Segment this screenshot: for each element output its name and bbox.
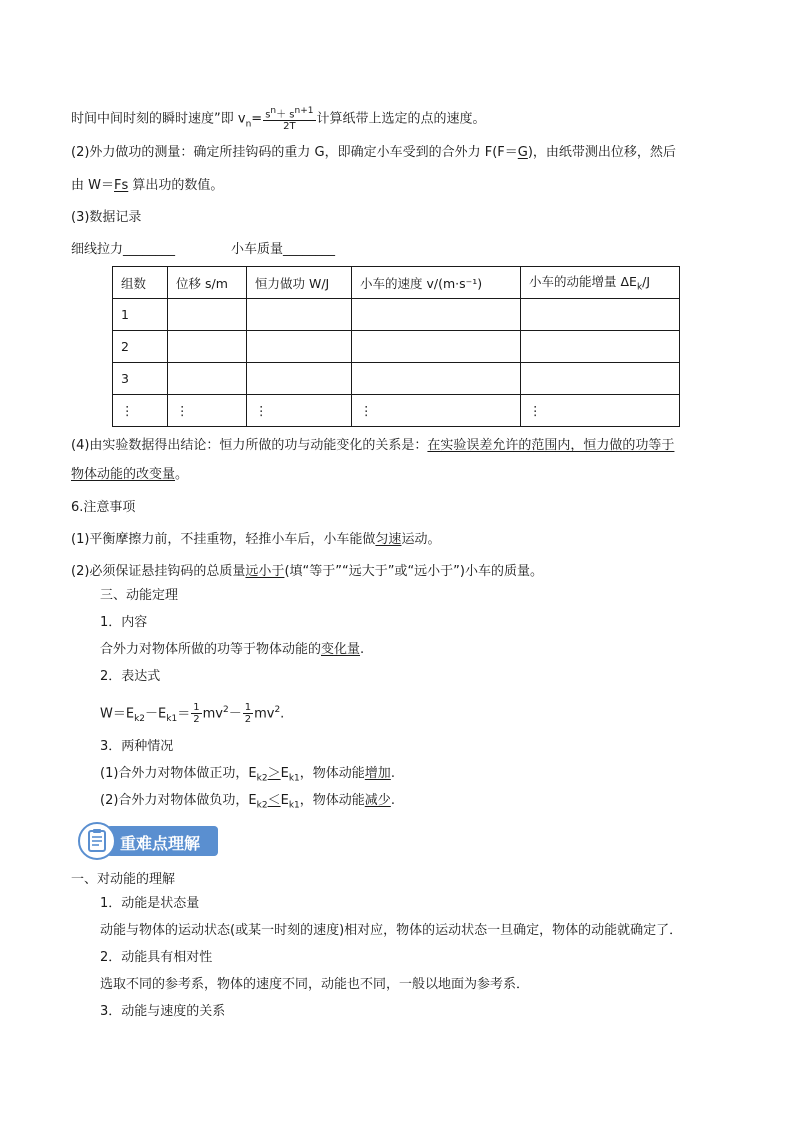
- table-cell: [168, 331, 247, 363]
- text-segment: 计算纸带上选定的点的速度。: [316, 111, 486, 127]
- table-cell: [247, 299, 352, 331]
- text-segment: (2)合外力对物体做负功，E: [100, 793, 257, 808]
- text-line-18: [100, 791, 395, 816]
- table-cell: ⋮: [113, 395, 168, 427]
- underlined-answer: G: [517, 145, 528, 160]
- superscript: 2: [222, 705, 229, 715]
- table-cell: [521, 331, 680, 363]
- section-heading-kinetic-energy-theorem: 三、动能定理: [100, 588, 179, 603]
- text-segment: －E: [145, 706, 167, 722]
- text-line-13: [100, 640, 364, 660]
- table-header-row: [113, 267, 680, 299]
- underlined-answer: ＜: [267, 793, 281, 808]
- underlined-answer: 变化量: [321, 642, 361, 657]
- text-line-17: [100, 764, 395, 789]
- banner-title: 重难点理解: [120, 834, 201, 853]
- text-segment: 小车的动能增量 ΔE: [529, 274, 637, 290]
- text-segment: (1)合外力对物体做正功，E: [100, 766, 257, 781]
- table-cell: ⋮: [521, 395, 680, 427]
- text-line-6: [71, 436, 674, 456]
- text-segment: .: [390, 766, 395, 781]
- denominator: 2T: [283, 121, 296, 133]
- text-line-7: [71, 465, 188, 485]
- text-segment: ＋ s: [276, 109, 295, 121]
- text-segment: )，由纸带测出位移，然后: [527, 145, 676, 160]
- table-cell: ⋮: [247, 395, 352, 427]
- text-line-1: [71, 106, 486, 134]
- subscript: k2: [134, 713, 146, 724]
- text-segment: .: [280, 706, 285, 722]
- superscript: n+1: [294, 106, 314, 116]
- text-segment: －: [228, 706, 242, 722]
- text-segment: 合外力对物体所做的功等于物体动能的: [100, 642, 322, 657]
- table-header-cell: 组数: [113, 267, 168, 299]
- underlined-answer: ＞: [267, 766, 281, 781]
- text-segment: 。: [175, 467, 189, 482]
- fraction: [191, 702, 201, 725]
- table-cell: [247, 331, 352, 363]
- underlined-answer: 减少: [364, 793, 391, 808]
- text-segment: s: [265, 109, 271, 121]
- table-cell: [247, 363, 352, 395]
- clipboard-icon: [78, 822, 116, 860]
- underlined-answer: 增加: [364, 766, 391, 781]
- numerator: 1: [193, 702, 200, 714]
- subheading-state-quantity: 1．动能是状态量: [100, 896, 200, 911]
- underlined-answer: 远小于: [245, 564, 285, 579]
- paragraph-relativity: 选取不同的参考系，物体的速度不同，动能也不同，一般以地面为参考系．: [100, 977, 530, 992]
- subscript: k1: [288, 773, 300, 784]
- table-row: [113, 299, 680, 331]
- text-segment: /J: [642, 274, 651, 290]
- table-cell: [168, 299, 247, 331]
- table-cell: [521, 299, 680, 331]
- table-cell: [521, 363, 680, 395]
- text-segment: 算出功的数值。: [128, 178, 224, 193]
- table-cell: ⋮: [168, 395, 247, 427]
- text-segment: E: [280, 766, 289, 781]
- text-segment: W＝E: [100, 706, 135, 722]
- subheading-two-cases: 3．两种情况: [100, 739, 174, 754]
- table-header-cell: 位移 s/m: [168, 267, 247, 299]
- subscript: k2: [256, 773, 268, 784]
- table-cell: [352, 363, 521, 395]
- superscript: n: [270, 106, 277, 116]
- table-row: [113, 395, 680, 427]
- text-line-10: [71, 562, 543, 582]
- text-segment: (填“等于”“远大于”或“远小于”)小车的质量。: [284, 564, 543, 579]
- underlined-answer: 在实验误差允许的范围内，恒力做的功等于: [427, 438, 675, 453]
- section-heading-notes: 6.注意事项: [71, 500, 136, 515]
- subscript: k: [636, 282, 643, 293]
- text-line-9: [71, 530, 440, 550]
- table-cell: 3: [113, 363, 168, 395]
- subscript: k1: [288, 800, 300, 811]
- subheading-data-record: (3)数据记录: [71, 210, 142, 225]
- underlined-answer: 匀速: [375, 532, 402, 547]
- table-header-cell: 恒力做功 W/J: [247, 267, 352, 299]
- table-row: [113, 363, 680, 395]
- section-heading-understanding: 一、对动能的理解: [71, 872, 176, 887]
- subscript: n: [245, 119, 252, 130]
- underlined-answer: 物体动能的改变量: [71, 467, 176, 482]
- text-segment: 由 W＝: [71, 178, 114, 193]
- formula-kinetic-energy-theorem: [100, 700, 284, 729]
- text-segment: ＝: [177, 706, 191, 722]
- text-segment: mv: [254, 706, 275, 722]
- superscript: 2: [274, 705, 281, 715]
- denominator: 2: [244, 714, 252, 726]
- numerator: 1: [244, 702, 252, 714]
- text-line-2: [71, 143, 676, 163]
- text-segment: (2)必须保证悬挂钩码的总质量: [71, 564, 246, 579]
- underlined-answer: Fs: [114, 178, 129, 193]
- text-segment: (4)由实验数据得出结论：恒力所做的功与动能变化的关系是：: [71, 438, 428, 453]
- data-record-table: [112, 266, 680, 427]
- fraction: [263, 106, 315, 132]
- table-cell: ⋮: [352, 395, 521, 427]
- text-segment: 时间中间时刻的瞬时速度”即 v: [71, 111, 246, 127]
- fraction: [243, 702, 253, 725]
- paragraph-state-quantity: 动能与物体的运动状态(或某一时刻的速度)相对应，物体的运动状态一旦确定，物体的动能就确定了．: [100, 923, 683, 938]
- subscript: k2: [256, 800, 268, 811]
- table-cell: 2: [113, 331, 168, 363]
- table-cell: 1: [113, 299, 168, 331]
- text-segment: =: [251, 111, 263, 127]
- text-segment: (1)平衡摩擦力前，不挂重物，轻推小车后，小车能做: [71, 532, 376, 547]
- field-cart-mass: 小车质量________: [231, 242, 336, 257]
- text-segment: 运动。: [401, 532, 441, 547]
- text-segment: ，物体动能: [299, 793, 365, 808]
- text-segment: E: [280, 793, 289, 808]
- table-cell: [168, 363, 247, 395]
- subheading-energy-velocity: 3．动能与速度的关系: [100, 1004, 226, 1019]
- table-header-cell: 小车的速度 v/(m·s⁻¹): [352, 267, 521, 299]
- text-line-5: [71, 240, 335, 260]
- table-header-cell: [521, 267, 680, 299]
- table-row: [113, 331, 680, 363]
- subheading-relativity: 2．动能具有相对性: [100, 950, 213, 965]
- section-banner-key-points: [78, 822, 218, 860]
- text-segment: (2)外力做功的测量：确定所挂钩码的重力 G，即确定小车受到的合外力 F(F＝: [71, 145, 518, 160]
- denominator: 2: [193, 714, 200, 726]
- table-cell: [352, 299, 521, 331]
- text-segment: mv: [202, 706, 223, 722]
- text-segment: .: [390, 793, 395, 808]
- table-cell: [352, 331, 521, 363]
- field-rope-tension: 细线拉力________: [71, 242, 176, 257]
- text-segment: ，物体动能: [299, 766, 365, 781]
- subheading-expression: 2．表达式: [100, 669, 161, 684]
- subheading-content: 1．内容: [100, 615, 148, 630]
- text-segment: .: [360, 642, 365, 657]
- text-line-3: [71, 176, 223, 196]
- subscript: k1: [166, 713, 178, 724]
